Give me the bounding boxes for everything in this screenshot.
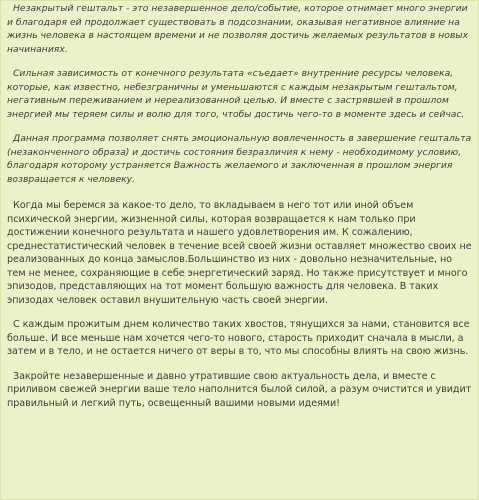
- paragraph-energy: Когда мы беремся за какое-то дело, то вкладываем в него тот или иной объем психической энергии, жизненной силы, которая возвращается к нам только при достижении конечного результата и нашего удовлетворения им. К сожалению, среднестатистический человек в течение всей своей жизни оставляет множество своих не реализованных до конца замыслов.Большинство из них - довольно незначительные, но тем не менее, сохраняющие в себе энергетический заряд. Но также присутствует и много эпизодов, представляющих на тот момент большую важность для человека. В таких эпизодах человек оставил внушительную часть своей энергии.: [7, 200, 472, 306]
- paragraph-gestalt-definition: Незакрытый гештальт - это незавершенное дело/событие, которое отнимает много энергии и благодаря ей продолжает существовать в подсознании, оказывая негативное влияние на жизнь человека в настоящем времени и не позволяя достичь желаемых результатов в новых начинаниях.: [7, 3, 469, 55]
- paragraph-program: Данная программа позволяет снять эмоциональную вовлеченность в завершение гештальта (незаконченного образа) и достичь состояния безразличия к нему - необходимому условию, благодаря которому устраняется Важность желаемого и заключенная в прошлом энергия возвращается к человеку.: [7, 133, 472, 185]
- paragraph-tails: С каждым прожитым днем количество таких хвостов, тянущихся за нами, становится все больше. И все меньше нам хочется чего-то нового, старость приходит сначала в мысли, а затем и в тело, и не остается ничего от веры в то, что мы способны влиять на свою жизнь.: [7, 319, 470, 357]
- paragraph-conclusion: Закройте незавершенные и давно утратившие свою актуальность дела, и вместе с приливом свежей энергии ваше тело наполнится былой силой, а разум очистится и увидит правильный и легкий путь, освещенный вашими новыми идеями!: [7, 370, 472, 409]
- paragraph-dependency: Сильная зависимость от конечного результата «съедает» внутренние ресурсы человека, которые, как известно, небезграничны и уменьшаются с каждым незакрытым гештальтом, негативным переживанием и нереализованной целью. И вместе с застрявшей в прошлом энергией мы теряем силы и волю для того, чтобы достичь чего-то в моменте здесь и сейчас.: [7, 68, 465, 120]
